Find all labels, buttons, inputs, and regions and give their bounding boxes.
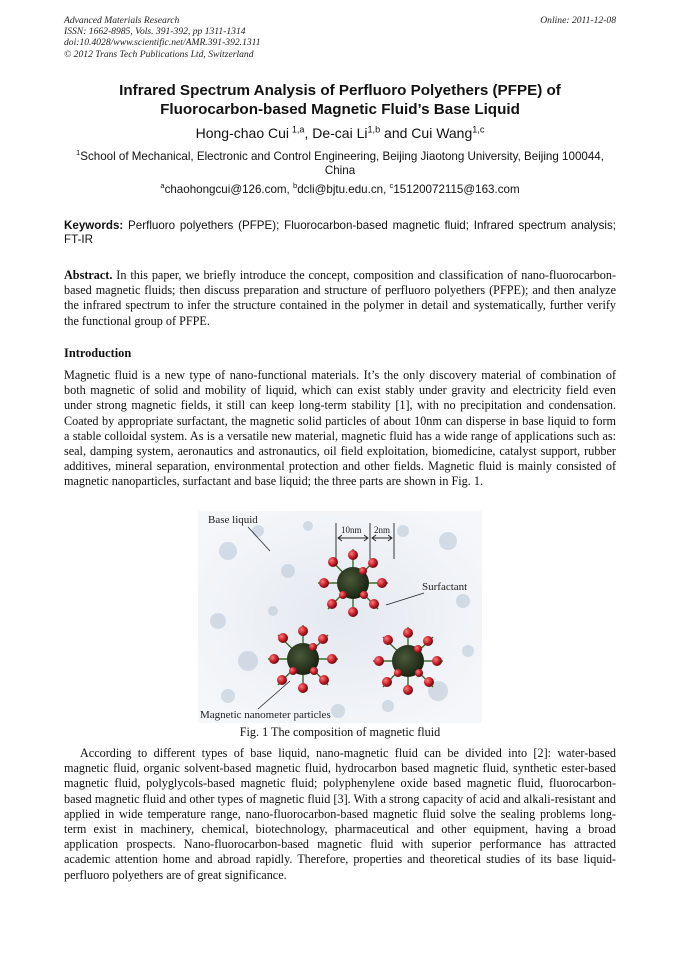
email-c-sup: c	[389, 181, 394, 191]
section-heading-introduction: Introduction	[64, 346, 132, 360]
journal-issn: ISSN: 1662-8985, Vols. 391-392, pp 1311-1314	[64, 26, 246, 38]
author-sep-2: and	[380, 125, 412, 141]
author-2-sup: 1,b	[367, 124, 381, 135]
title-line-2: Fluorocarbon-based Magnetic Fluid’s Base Liquid	[160, 101, 520, 118]
author-sep-1: ,	[304, 125, 313, 141]
nanoparticle-cluster-left	[268, 625, 338, 693]
figure-1-image	[198, 511, 482, 723]
author-1-sup: 1,a	[291, 124, 305, 135]
affiliation-text: School of Mechanical, Electronic and Control Engineering, Beijing Jiaotong University, Beijing 100044, China	[80, 150, 604, 177]
title-line-1: Infrared Spectrum Analysis of Perfluoro Polyethers (PFPE) of	[119, 82, 561, 99]
affiliation-sup: 1	[76, 148, 81, 158]
online-date: Online: 2011-12-08	[540, 15, 616, 26]
paper-title	[64, 81, 616, 119]
journal-doi: doi:10.4028/www.scientific.net/AMR.391-392.1311	[64, 37, 261, 49]
surfactant-label: Surfactant	[422, 581, 468, 593]
email-b: dcli@bjtu.edu.cn,	[297, 183, 390, 196]
keywords	[64, 219, 616, 248]
abstract-label: Abstract.	[64, 268, 113, 282]
author-list	[64, 124, 616, 142]
email-a-sup: a	[160, 181, 165, 191]
email-c: 15120072115@163.com	[393, 183, 520, 196]
dimension-2nm-label: 2nm	[374, 525, 391, 535]
abstract	[64, 268, 616, 329]
abstract-text: In this paper, we briefly introduce the concept, composition and classification of nano-fluorocarbon-based magnetic fluids; then discuss preparation and structure of perfluoro polyethers (PFPE); and then analyze the infrared spectrum to infer the structure contained in the polymer in detail and systematically, further verify the functional group of PFPE.	[64, 268, 616, 328]
figure-1-caption: Fig. 1 The composition of magnetic fluid	[239, 725, 441, 739]
email-a: chaohongcui@126.com,	[164, 183, 293, 196]
journal-name: Advanced Materials Research	[64, 15, 180, 26]
keywords-text: Perfluoro polyethers (PFPE); Fluorocarbon-based magnetic fluid; Infrared spectrum analysis; FT-IR	[64, 219, 616, 247]
email-b-sup: b	[293, 181, 298, 191]
introduction-paragraph-2: According to different types of base liquid, nano-magnetic fluid can be divided into [2]: water-based magnetic fluid, organic solvent-based magnetic fluid, hydrocarbon based magnetic fluid, synthetic ester-based magnetic fluid, polyglycols-based magnetic fluid; polyphenylene oxide based magnetic fluid, fluorocarbon-based magnetic fluid and other types of magnetic fluid [3]. With a strong capacity of acid and alkali-resistant and applied in wide temperature range, nano-fluorocarbon-based magnetic fluid solve the sealing problems long-term exist in machinery, chemical, biotechnology, pharmaceutical and other equipment, having a broad application prospects. Nano-fluorocarbon-based magnetic fluid with superior performance has attracted academic attention home and abroad rapidly. Therefore, properties and theoretical studies of its base liquid-perfluoro polyethers are of great significance.	[64, 746, 616, 882]
nanoparticles-label: Magnetic nanometer particles	[200, 709, 331, 721]
author-3: Cui Wang	[411, 125, 473, 141]
author-2: De-cai Li	[312, 125, 368, 141]
author-1: Hong-chao Cui	[195, 125, 289, 141]
introduction-paragraph-1: Magnetic fluid is a new type of nano-functional materials. It’s the only discovery material of combination of both magnetic of solid and mobility of liquid, which can exist stably under gravity and electricity field even under strong magnetic fields, it still can keep long-term stability [1], with no precipitation and condensation. Coated by appropriate surfactant, the magnetic solid particles of about 10nm can disperse in base liquid to form a stable colloidal system. As is a versatile new material, magnetic fluid has a wide range of applications such as: seal, damping system, aeronautics and astronautics, oil field exploitation, biomedicine, catalyst support, rubber additives, mineral separation, environmental protection and other fields. Magnetic fluid is mainly consisted of magnetic nanoparticles, surfactant and base liquid; the three parts are shown in Fig. 1.	[64, 368, 616, 489]
dimension-10nm-label: 10nm	[341, 525, 362, 535]
journal-header	[64, 15, 616, 60]
nanoparticle-cluster-right	[373, 627, 443, 695]
email-list	[64, 183, 616, 197]
affiliation	[64, 150, 616, 178]
author-3-sup: 1,c	[472, 124, 485, 135]
base-liquid-label: Base liquid	[208, 514, 258, 526]
keywords-label: Keywords:	[64, 219, 124, 232]
journal-copyright: © 2012 Trans Tech Publications Ltd, Switzerland	[64, 48, 254, 60]
